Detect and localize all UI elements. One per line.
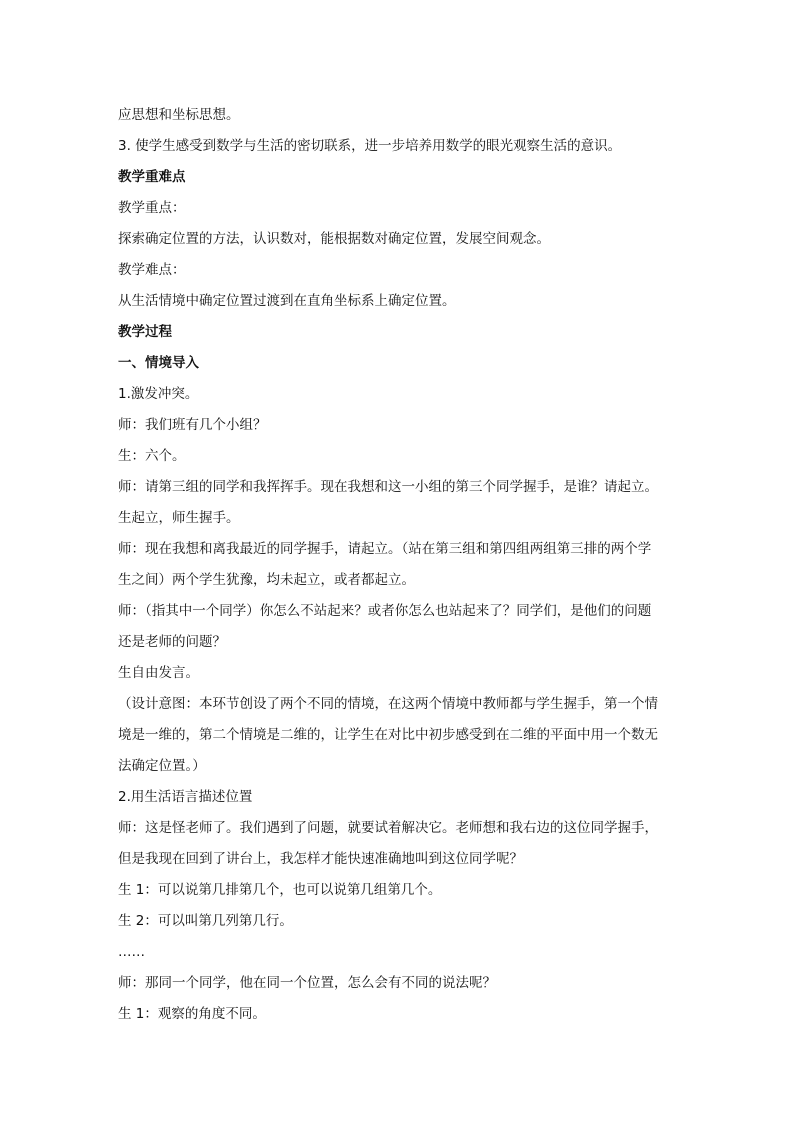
text-line: 境是一维的，第二个情境是二维的，让学生在对比中初步感受到在二维的平面中用一个数无	[118, 727, 658, 743]
text-line: 探索确定位置的方法，认识数对，能根据数对确定位置，发展空间观念。	[118, 231, 550, 247]
text-line: 教学重点：	[118, 200, 186, 216]
text-line: 2.用生活语言描述位置	[118, 789, 253, 805]
text-line: 师：这是怪老师了。我们遇到了问题，就要试着解决它。老师想和我右边的这位同学握手，	[118, 820, 658, 836]
text-line: 生 1：观察的角度不同。	[118, 1006, 266, 1022]
text-line: 生 2：可以叫第几列第几行。	[118, 913, 293, 929]
text-line: ……	[118, 944, 145, 960]
text-line: 师：（指其中一个同学）你怎么不站起来？或者你怎么也站起来了？同学们，是他们的问题	[118, 603, 652, 619]
text-line: 生 1：可以说第几排第几个，也可以说第几组第几个。	[118, 882, 442, 898]
text-line: 从生活情境中确定位置过渡到在直角坐标系上确定位置。	[118, 293, 456, 309]
text-line: 法确定位置。）	[118, 758, 206, 774]
text-line: 生自由发言。	[118, 665, 199, 681]
text-line: 但是我现在回到了讲台上，我怎样才能快速准确地叫到这位同学呢？	[118, 851, 523, 867]
section-heading: 教学重难点	[118, 169, 186, 185]
section-heading: 教学过程	[118, 324, 172, 340]
text-line: （设计意图：本环节创设了两个不同的情境，在这两个情境中教师都与学生握手，第一个情	[118, 696, 658, 712]
text-line: 生：六个。	[118, 448, 186, 464]
text-line: 师：那同一个同学，他在同一个位置，怎么会有不同的说法呢？	[118, 975, 496, 991]
text-line: 生之间）两个学生犹豫，均未起立，或者都起立。	[118, 572, 415, 588]
text-line: 还是老师的问题？	[118, 634, 226, 650]
text-line: 3. 使学生感受到数学与生活的密切联系，进一步培养用数学的眼光观察生活的意识。	[118, 138, 622, 154]
text-line: 教学难点：	[118, 262, 186, 278]
subsection-heading: 一、情境导入	[118, 355, 199, 371]
text-line: 应思想和坐标思想。	[118, 107, 240, 123]
text-line: 生起立，师生握手。	[118, 510, 240, 526]
text-line: 师：请第三组的同学和我挥挥手。现在我想和这一小组的第三个同学握手，是谁？请起立。	[118, 479, 658, 495]
text-line: 1.激发冲突。	[118, 386, 199, 402]
text-line: 师：现在我想和离我最近的同学握手，请起立。（站在第三组和第四组两组第三排的两个学	[118, 541, 652, 557]
document-body	[118, 100, 678, 1030]
text-line: 师：我们班有几个小组？	[118, 417, 267, 433]
